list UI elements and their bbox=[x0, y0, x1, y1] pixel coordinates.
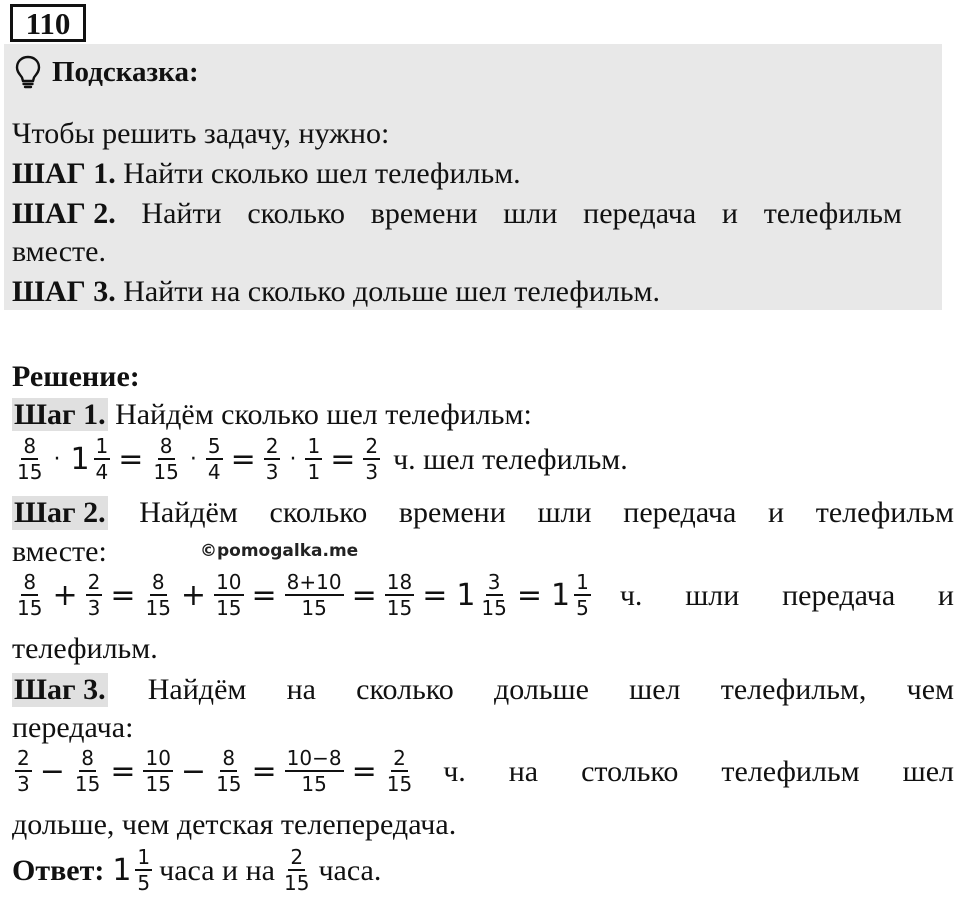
math-operator: = bbox=[230, 442, 256, 477]
numerator: 2 bbox=[290, 845, 304, 869]
formula-1-expr bbox=[12, 436, 383, 483]
numerator: 2 bbox=[365, 434, 379, 458]
fraction bbox=[73, 748, 102, 795]
math-operator: = bbox=[422, 578, 448, 613]
step-3-word: телефильм, bbox=[720, 673, 867, 706]
answer-label: Ответ: bbox=[12, 853, 105, 887]
denominator: 15 bbox=[283, 871, 310, 895]
step-2-word: времени bbox=[398, 496, 506, 529]
math-operator: − bbox=[180, 754, 207, 789]
numerator: 18 bbox=[386, 570, 413, 594]
hint-step-3-label: ШАГ 3. bbox=[12, 275, 116, 308]
solution-step-2 bbox=[12, 496, 954, 530]
denominator: 15 bbox=[481, 596, 507, 620]
numerator: 2 bbox=[17, 746, 30, 770]
hint-step-1-text: Найти сколько шел телефильм. bbox=[115, 157, 521, 190]
step-2-result-word: ч. bbox=[619, 578, 643, 612]
numerator: 1 bbox=[137, 845, 151, 869]
numerator: 10 bbox=[216, 570, 242, 594]
numerator: 2 bbox=[393, 746, 406, 770]
mixed-whole: 1 bbox=[456, 578, 476, 613]
lightbulb-icon bbox=[14, 55, 42, 89]
hint-step-2-word: шли bbox=[503, 197, 558, 230]
answer-value-2 bbox=[279, 847, 314, 894]
step-2-label: Шаг 2. bbox=[14, 496, 106, 529]
numerator: 8 bbox=[159, 434, 173, 458]
math-operator: = bbox=[516, 578, 543, 613]
denominator: 3 bbox=[17, 772, 30, 796]
hint-step-2-word: телефильм bbox=[763, 197, 902, 230]
step-2-result-word: и bbox=[937, 578, 954, 612]
hint-step-2-word: времени bbox=[370, 197, 478, 230]
step-2-word: шли bbox=[537, 496, 592, 529]
step-3-result-word: ч. bbox=[443, 754, 466, 788]
math-operator: + bbox=[180, 578, 207, 613]
solution-step-1 bbox=[12, 398, 532, 432]
answer-value-1 bbox=[108, 847, 155, 894]
step-3-word: сколько bbox=[356, 673, 454, 706]
numerator: 8 bbox=[81, 746, 94, 770]
numerator: 10 bbox=[145, 746, 171, 770]
numerator: 1 bbox=[307, 434, 321, 458]
fraction bbox=[15, 572, 44, 619]
denominator: 15 bbox=[17, 596, 43, 620]
denominator: 15 bbox=[386, 596, 413, 620]
fraction bbox=[86, 572, 103, 619]
fraction bbox=[285, 748, 344, 795]
hint-step-2-continuation: вместе. bbox=[12, 235, 106, 268]
step-3-result-continuation: дольше, чем детская телепередача. bbox=[12, 808, 457, 841]
fraction bbox=[15, 436, 44, 483]
fraction bbox=[574, 572, 591, 619]
math-operator: = bbox=[251, 578, 277, 613]
fraction bbox=[385, 572, 414, 619]
denominator: 15 bbox=[216, 772, 242, 796]
mixed-whole: 1 bbox=[112, 853, 132, 888]
step-3-result-word: столько bbox=[581, 754, 679, 788]
solution-title: Решение: bbox=[12, 360, 140, 393]
task-number: 110 bbox=[10, 4, 86, 42]
step-2-word: телефильм bbox=[815, 496, 954, 529]
hint-step-3 bbox=[12, 275, 660, 309]
numerator: 8+10 bbox=[286, 570, 342, 594]
math-operator: = bbox=[351, 754, 377, 789]
step-3-result-word: шел bbox=[902, 754, 954, 788]
hint-step-2-word: и bbox=[721, 197, 738, 230]
step-1-result-text: ч. шел телефильм. bbox=[393, 442, 628, 476]
numerator: 8 bbox=[23, 434, 37, 458]
math-operator: + bbox=[52, 578, 78, 613]
fraction bbox=[264, 436, 281, 483]
denominator: 5 bbox=[576, 596, 589, 620]
hint-step-2-label: ШАГ 2. bbox=[12, 197, 116, 230]
denominator: 4 bbox=[95, 460, 109, 484]
step-3-continuation: передача: bbox=[12, 711, 134, 744]
denominator: 15 bbox=[386, 772, 413, 796]
step-2-result bbox=[620, 579, 954, 613]
fraction bbox=[135, 847, 152, 894]
denominator: 5 bbox=[137, 871, 151, 895]
hint-step-2-word: передача bbox=[583, 197, 697, 230]
numerator: 1 bbox=[95, 434, 109, 458]
math-operator: = bbox=[251, 754, 277, 789]
numerator: 5 bbox=[207, 434, 221, 458]
denominator: 15 bbox=[216, 596, 242, 620]
fraction bbox=[206, 436, 223, 483]
fraction bbox=[305, 436, 322, 483]
denominator: 4 bbox=[207, 460, 221, 484]
fraction bbox=[143, 748, 172, 795]
mixed-whole: 1 bbox=[70, 442, 90, 477]
numerator: 8 bbox=[151, 570, 165, 594]
step-3-word: дольше bbox=[494, 673, 589, 706]
step-2-continuation: вместе: bbox=[12, 535, 107, 568]
step-2-word: Найдём bbox=[139, 496, 238, 529]
fraction bbox=[285, 572, 344, 619]
denominator: 15 bbox=[301, 772, 327, 796]
math-operator: − bbox=[39, 754, 65, 789]
solution-step-3 bbox=[12, 673, 954, 707]
step-3-word: Найдём bbox=[147, 673, 247, 706]
hint-step-2 bbox=[12, 197, 902, 231]
hint-intro: Чтобы решить задачу, нужно: bbox=[12, 117, 390, 150]
fraction bbox=[151, 436, 180, 483]
hint-step-1 bbox=[12, 157, 521, 191]
math-operator: = bbox=[110, 578, 136, 613]
denominator: 15 bbox=[17, 460, 43, 484]
mixed-whole: 1 bbox=[551, 578, 571, 613]
step-1-text: Найдём сколько шел телефильм: bbox=[107, 398, 532, 431]
fraction bbox=[214, 572, 243, 619]
step-2-word: и bbox=[768, 496, 785, 529]
denominator: 1 bbox=[307, 460, 321, 484]
step-3-result-word: телефильм bbox=[721, 754, 860, 788]
denominator: 3 bbox=[365, 460, 379, 484]
fraction bbox=[363, 436, 380, 483]
math-operator: · bbox=[53, 447, 61, 472]
fraction bbox=[385, 748, 414, 795]
hint-title bbox=[14, 55, 199, 89]
step-3-word: шел bbox=[629, 673, 681, 706]
watermark: ©pomogalka.me bbox=[200, 541, 359, 561]
math-operator: · bbox=[189, 447, 197, 472]
formula-2 bbox=[12, 572, 954, 619]
math-operator: = bbox=[351, 578, 377, 613]
formula-2-expr bbox=[12, 572, 594, 619]
numerator: 2 bbox=[87, 570, 101, 594]
fraction bbox=[214, 748, 243, 795]
step-3-word: чем bbox=[906, 673, 954, 706]
fraction bbox=[282, 847, 311, 894]
hint-step-2-word: сколько bbox=[247, 197, 345, 230]
answer-text-2: часа. bbox=[318, 853, 382, 887]
step-3-word: на bbox=[286, 673, 316, 706]
denominator: 3 bbox=[87, 596, 101, 620]
step-1-label: Шаг 1. bbox=[14, 398, 106, 431]
math-operator: = bbox=[118, 442, 144, 477]
hint-step-2-word: Найти bbox=[141, 197, 222, 230]
numerator: 1 bbox=[576, 570, 589, 594]
numerator: 8 bbox=[222, 746, 236, 770]
denominator: 15 bbox=[145, 596, 171, 620]
fraction bbox=[143, 572, 172, 619]
step-3-result bbox=[443, 755, 954, 789]
answer-text-1: часа и на bbox=[159, 853, 275, 887]
step-2-word: сколько bbox=[269, 496, 368, 529]
formula-1 bbox=[12, 436, 628, 483]
hint-title-text: Подсказка: bbox=[52, 55, 199, 88]
hint-step-1-label: ШАГ 1. bbox=[12, 157, 116, 190]
denominator: 15 bbox=[145, 772, 171, 796]
step-2-word: передача bbox=[623, 496, 737, 529]
hint-step-3-text: Найти на сколько дольше шел телефильм. bbox=[115, 275, 660, 308]
denominator: 15 bbox=[74, 772, 101, 796]
step-2-result-word: передача bbox=[782, 578, 896, 612]
denominator: 3 bbox=[265, 460, 279, 484]
fraction bbox=[94, 436, 111, 483]
math-operator: = bbox=[110, 754, 136, 789]
math-operator: = bbox=[330, 442, 356, 477]
numerator: 8 bbox=[23, 570, 37, 594]
denominator: 15 bbox=[301, 596, 327, 620]
numerator: 2 bbox=[265, 434, 279, 458]
formula-3 bbox=[12, 748, 954, 795]
math-operator: · bbox=[289, 447, 297, 472]
answer bbox=[12, 847, 381, 894]
fraction bbox=[15, 748, 32, 795]
step-3-label: Шаг 3. bbox=[14, 673, 106, 706]
numerator: 3 bbox=[487, 570, 501, 594]
step-2-result-continuation: телефильм. bbox=[12, 632, 158, 665]
fraction bbox=[479, 572, 508, 619]
step-2-result-word: шли bbox=[685, 578, 740, 612]
numerator: 10−8 bbox=[286, 746, 342, 770]
denominator: 15 bbox=[153, 460, 179, 484]
formula-3-expr bbox=[12, 748, 417, 795]
step-3-result-word: на bbox=[508, 754, 539, 788]
